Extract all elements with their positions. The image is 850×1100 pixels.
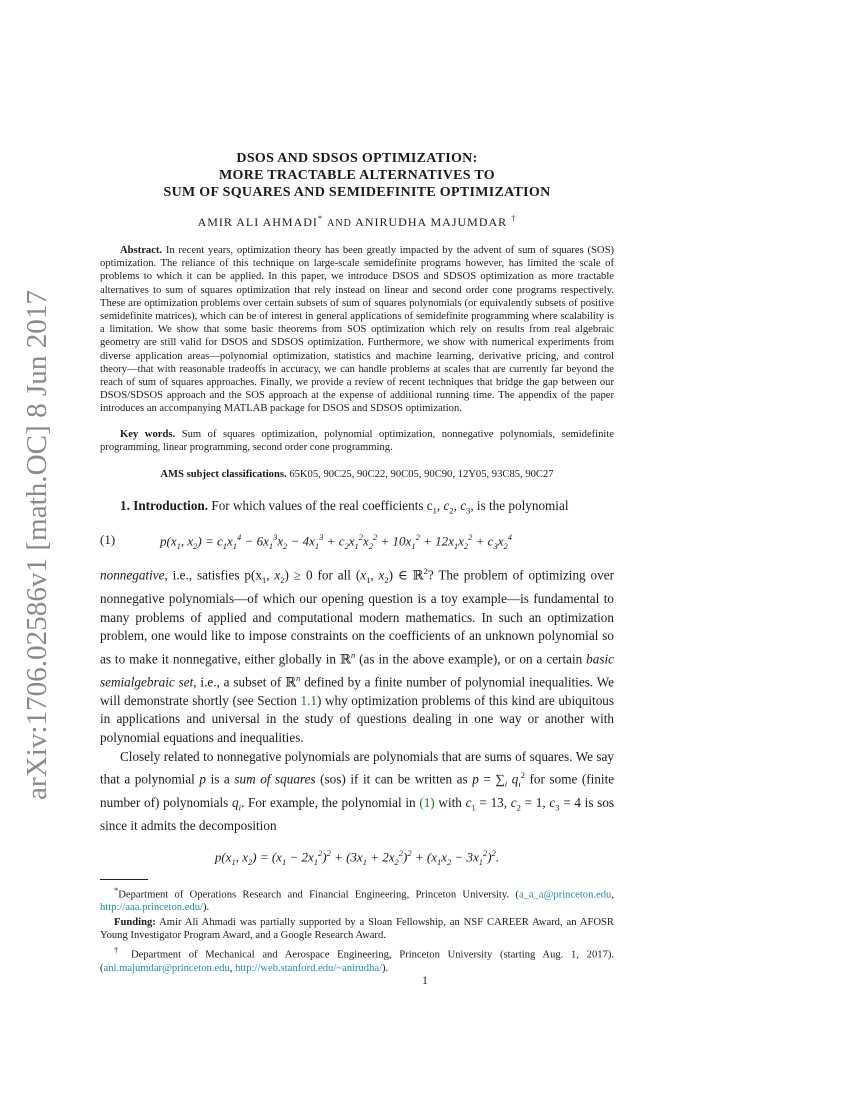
author-1: AMIR ALI AHMADI [197,215,318,229]
title-line-1: DSOS AND SDSOS OPTIMIZATION: [236,151,478,166]
paper-page [100,150,614,977]
keywords-text: Sum of squares optimization, polynomial optimization, nonnegative polynomials, semidefinite programming, linear programming, second order cone programming. [100,428,615,453]
title-line-3: SUM OF SQUARES AND SEMIDEFINITE OPTIMIZATION [163,185,551,200]
arxiv-identifier-stamp [4,285,64,805]
p1-text-5: defined by a finite number of polynomial inequalities. We will demonstrate shortly (see Section [100,674,615,708]
paragraph-nonnegative: nonnegative, i.e., satisfies $p(x_1$, $x_2) \ge 0$ for all ($x_1$, $x_2$) ∈ ℝ$^2$? The problem of optimizing over nonnegative polynomials—of which our opening question is a toy example—is fundamental to many problems of applied and computational modern mathematics. In such an optimization problem, one would like to impose constraints on the coefficients of an unknown polynomial so as to make it nonnegative, either globally in ℝ$^n$ (as in the above example), or on a certain basic semialgebraic set, i.e., a subset of ℝ$^n$ defined by a finite number of polynomial inequalities. We will demonstrate shortly (see Section 1.1) why optimization problems of this kind are ubiquitous in applications and universal in the study of questions dealing in one way or another with polynomial equations and inequalities. [100,566,615,746]
footnote-1-email-link[interactable]: a_a_a@princeton.edu [518,889,612,901]
section-1-1-link[interactable]: 1.1 [300,692,317,708]
equation-1-link[interactable]: (1) [419,794,435,810]
ams-label: AMS subject classifications. [160,469,287,481]
funding-note [100,916,614,942]
intro-lead-tail: , is the polynomial [470,498,569,514]
p1-text-2: The problem of optimizing over nonnegative polynomials—of which our opening question is a toy example—is fundamental to many problems of applied and computational modern mathematics. In such an optimization problem, one would like to impose constraints on the coefficients of an unknown polynomial so as to make it nonnegative, either globally in [100,567,614,667]
footnote-2-email-link[interactable]: ani.majumdar@princeton.edu [103,962,230,974]
abstract-label: Abstract. [120,245,163,256]
p2-text-1: Closely related to nonnegative polynomials are polynomials that are sums of squares. We say that a polynomial [100,748,614,787]
funding-label: Funding: [114,917,156,929]
abstract [100,244,614,416]
intro-lead: For which values of the real coefficients c [211,498,433,514]
equation-number: (1) [100,532,116,548]
p2-text-5: . For example, the polynomial in [240,794,416,810]
footnote-separator [100,879,148,880]
author-line: AMIR ALI AHMADI* AND ANIRUDHA MAJUMDAR † [197,213,517,229]
title-line-2: MORE TRACTABLE ALTERNATIVES TO [219,168,495,183]
p2-text-7: is sos since it admits the decomposition [100,794,615,834]
author-2: ANIRUDHA MAJUMDAR [355,215,508,229]
p2-text-2: is a [210,771,230,787]
paragraph-sos: Closely related to nonnegative polynomials are polynomials that are sums of squares. We say that a polynomial p is a sum of squares (sos) if it can be written as $p = \sum_i$ $q_i^2$ for some (finite number of) polynomials $q_i$. For example, the polynomial in (1) with $c_1 = 13$, $c_2 = 1$, $c_3 = 4$ is sos since it admits the decomposition [100,748,615,834]
p2-text-3: (sos) if it can be written as [320,771,468,787]
p2-text-6: with [438,794,462,810]
page-number: 1 [422,973,428,987]
footnote-2: † Department of Mechanical and Aerospace Engineering, Princeton University (starting Aug. 1, 2017). (ani.majumdar@princeton.edu, http://web.stanford.edu/~anirudha/). [100,945,615,974]
intro-paragraph: 1. Introduction. For which values of the real coefficients $c_1$, $c_2$, $c_3$, is the polynomial [120,498,569,516]
term-nonnegative: nonnegative [100,567,165,583]
section-heading: 1. Introduction. [120,498,209,514]
term-sum-of-squares: sum of squares [234,771,316,787]
footnote-2-url-link[interactable]: http://web.stanford.edu/~anirudha/ [235,962,383,974]
p1-text-1: , i.e., satisfies p(x [164,567,262,583]
sos-decomposition-equation: $p(x_1$, $x_2) = (x_1 - 2x_1^2)^2 + (3x_1 + 2x_2^2)^2 + (x_1x_2 - 3x_1^2)^2$. [214,847,500,867]
p2-text-4: for some (finite number of) polynomials [100,771,615,810]
equation-expression: $p(x_1$, $x_2) = c_1x_1^4 - 6x_1^3x_2 - 4x_1^3 + c_2x_1^2x_2^2 + 10x_1^2 + 12x_1x_2^2 + c_3x_2^4$ [160,532,512,552]
p1-text-4: , i.e., a subset of [193,674,282,690]
author-and: AND [327,218,352,229]
footnote-2-text: Department of Mechanical and Aerospace Engineering, Princeton University (starting Aug. 1, 2017). [131,949,615,961]
footnotes [100,884,614,975]
p1-text-3: (as in the above example), or on a certain [359,651,583,667]
ams-codes: 65K05, 90C25, 90C22, 90C05, 90C90, 12Y05, 93C85, 90C27 [289,469,554,481]
arxiv-stamp-text: arXiv:1706.02586v1 [math.OC] 8 Jun 2017 [21,292,53,800]
keywords-label: Key words. [120,428,176,440]
term-basic-semialgebraic-set: basic semialgebraic set [100,651,615,690]
keywords [100,428,614,454]
footnote-1: *Department of Operations Research and Financial Engineering, Princeton University. (a_a_a@princeton.edu, http://aaa.princeton.edu/). [100,884,614,914]
p1-text-6: ) why optimization problems of this kind are ubiquitous in applications and universal in the study of questions dealing in one way or another with polynomial equations and inequalities. [100,692,615,746]
footnote-1-text: Department of Operations Research and Financial Engineering, Princeton University. [118,889,510,901]
ams-classifications [100,468,614,481]
funding-text: Amir Ali Ahmadi was partially supported by a Sloan Fellowship, an NSF CAREER Award, an AFOSR Young Investigator Program Award, and a Google Research Award. [100,917,614,942]
equation-1 [100,528,614,552]
footnote-1-url-link[interactable]: http://aaa.princeton.edu/ [100,902,203,914]
paper-title [100,150,614,201]
abstract-text: In recent years, optimization theory has been greatly impacted by the advent of sum of squares (SOS) optimization. The reliance of this technique on large-scale semidefinite programs however, has limited the scale of problems to which it can be applied. In this paper, we introduce DSOS and SDSOS optimization as more tractable alternatives to sum of squares optimization that rely instead on linear and second order cone programs respectively. These are optimization problems over certain subsets of sum of squares polynomials (or equivalently subsets of positive semidefinite matrices), which can be of interest in general applications of semidefinite programming where scalability is a limitation. We show that some basic theorems from SOS optimization which rely on results from real algebraic geometry are still valid for DSOS and SDSOS optimization. Furthermore, we show with numerical experiments from diverse application areas—polynomial optimization, statistics and machine learning, derivative pricing, and control theory—that with reasonable tradeoffs in accuracy, we can handle problems at scales that are currently far beyond the reach of sum of squares approaches. Finally, we provide a review of recent techniques that bridge the gap between our DSOS/SDSOS approach and the SOS approach at the expense of additional running time. The appendix of the paper introduces an accompanying MATLAB package for DSOS and SDSOS optimization. [100,245,614,415]
